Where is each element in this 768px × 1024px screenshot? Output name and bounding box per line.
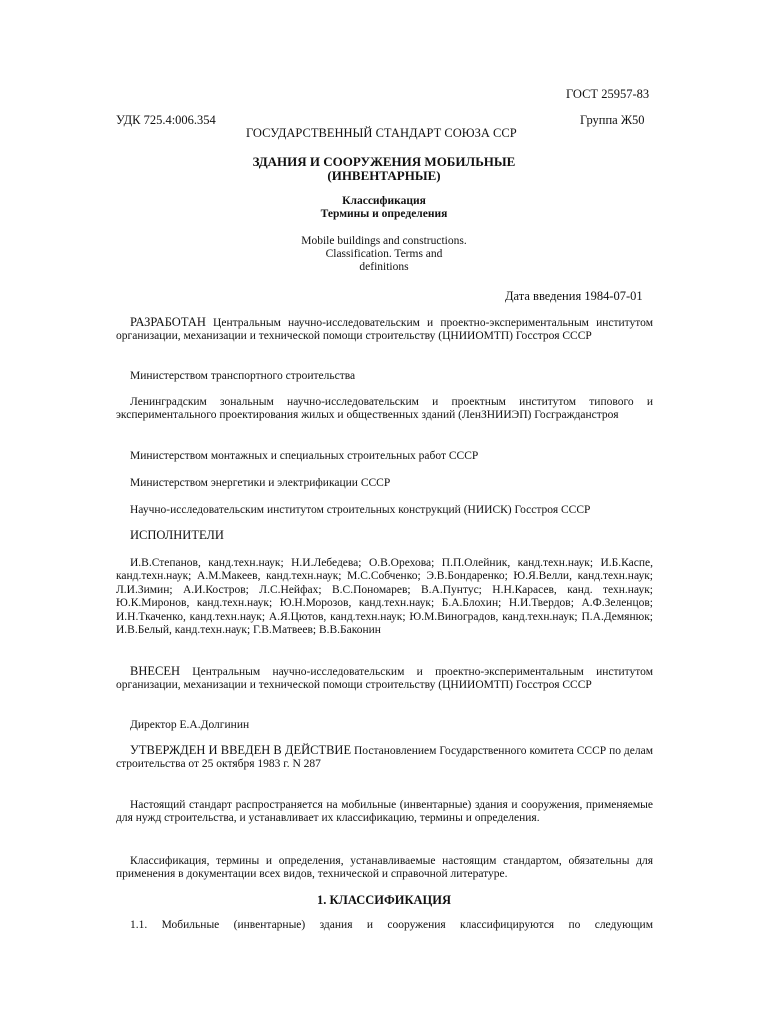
introduced-label: ВНЕСЕН [130, 664, 180, 678]
developed-paragraph [116, 316, 653, 344]
org-niisk [116, 504, 653, 517]
mandatory-text: Классификация, термины и определения, устанавливаемые настоящим стандартом, обязательны для применения в документации всех видов, технической и справочной литературе. [116, 855, 653, 881]
introduction-date: Дата введения 1984-07-01 [505, 289, 643, 303]
org-montage-text: Министерством монтажных и специальных строительных работ СССР [130, 450, 479, 462]
clause-1-1-text: 1.1. Мобильные (инвентарные) здания и сооружения классифицируются по следующим [130, 919, 653, 931]
section-1-heading: 1. КЛАССИФИКАЦИЯ [316, 893, 452, 907]
performers-heading [116, 529, 653, 542]
director-text: Директор Е.А.Долгинин [130, 719, 250, 731]
approved-label: УТВЕРЖДЕН И ВВЕДЕН В ДЕЙСТВИЕ [130, 743, 352, 757]
scope-paragraph [116, 799, 653, 826]
scope-text: Настоящий стандарт распространяется на мобильные (инвентарные) здания и сооружения, применяемые для нужд строительства, и устанавливает их классификацию, термины и определения. [116, 799, 653, 825]
org-transport-ministry [116, 370, 653, 383]
org-transport-text: Министерством транспортного строительства [130, 370, 356, 382]
developed-text: Центральным научно-исследовательским и проектно-экспериментальным институтом организации, механизации и технической помощи строительству (ЦНИИОМТП) Госстроя СССР [116, 317, 653, 343]
gost-number: ГОСТ 25957-83 [566, 87, 650, 101]
english-title-line2: Classification. Terms and [325, 248, 443, 260]
udk-code: УДК 725.4:006.354 [116, 113, 216, 127]
performers-label: ИСПОЛНИТЕЛИ [130, 528, 224, 542]
clause-1-1 [116, 919, 653, 932]
subtitle-terms: Термины и определения [320, 208, 448, 220]
performers-text: И.В.Степанов, канд.техн.наук; Н.И.Лебедева; О.В.Орехова; П.П.Олейник, канд.техн.наук; И.Б.Каспе, канд.техн.наук; А.М.Макеев, канд.техн.наук; М.С.Собченко; Э.В.Бондаренко; Ю.Я.Велли, канд.техн.наук; Л.И.Зимин; А.И.Костров; Л.С.Нейфах; В.С.Пономарев; В.А.Пунтус; Н.Н.Карасев, канд. техн.наук; Ю.К.Миронов, канд.техн.наук; Ю.Н.Морозов, канд.техн.наук; Б.А.Блохин; Н.И.Твердов; А.Ф.Зеленцов; И.Н.Ткаченко, канд.техн.наук; А.Я.Цютов, канд.техн.наук; Ю.М.Виноградов, канд.техн.наук; П.А.Демянюк; И.В.Белый, канд.техн.наук; Г.В.Матвеев; В.В.Баконин [116, 557, 653, 637]
developed-label: РАЗРАБОТАН [130, 315, 206, 329]
org-montage-ministry [116, 450, 653, 463]
document-title-line1: ЗДАНИЯ И СООРУЖЕНИЯ МОБИЛЬНЫЕ [252, 154, 516, 169]
org-energy-ministry [116, 477, 653, 490]
performers-list [116, 557, 653, 637]
introduced-paragraph [116, 665, 653, 693]
document-title-line2: (ИНВЕНТАРНЫЕ) [327, 168, 441, 183]
approved-text: Постановлением Государственного комитета СССР по делам строительства от 25 октября 1983 г. N 287 [116, 745, 653, 771]
org-lenzniiep-text: Ленинградским зональным научно-исследовательским и проектным институтом типового и экспериментального проектирования жилых и общественных зданий (ЛенЗНИИЭП) Госгражданстроя [116, 396, 653, 422]
org-energy-text: Министерством энергетики и электрификации СССР [130, 477, 391, 489]
english-title-line3: definitions [359, 261, 409, 273]
group-code: Группа Ж50 [580, 113, 645, 127]
org-lenzniiep [116, 396, 653, 423]
director-line [116, 719, 653, 732]
org-niisk-text: Научно-исследовательским институтом строительных конструкций (НИИСК) Госстроя СССР [130, 504, 591, 516]
subtitle-classification: Классификация [342, 195, 426, 207]
state-standard-heading: ГОСУДАРСТВЕННЫЙ СТАНДАРТ СОЮЗА ССР [246, 126, 517, 140]
introduced-text: Центральным научно-исследовательским и проектно-экспериментальным институтом организации, механизации и технической помощи строительству (ЦНИИОМТП) Госстроя СССР [116, 666, 653, 692]
mandatory-paragraph [116, 855, 653, 882]
approved-paragraph [116, 744, 653, 772]
english-title-line1: Mobile buildings and constructions. [301, 235, 467, 247]
